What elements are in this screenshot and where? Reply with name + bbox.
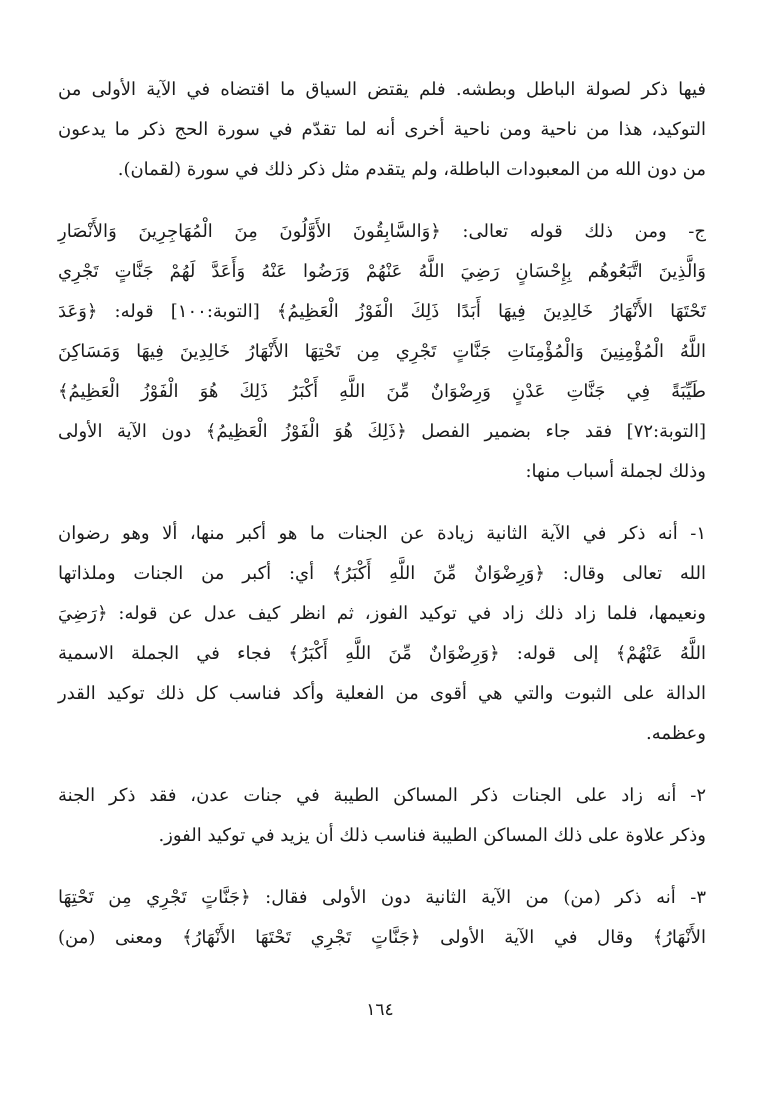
text-line: فيها ذكر لصولة الباطل وبطشه. فلم يقتض السياق ما اقتضاه في الآية الأولى من (58, 79, 706, 100)
text-line: وذكر علاوة على ذلك المساكن الطيبة فناسب ذلك أن يزيد في توكيد الفوز. (158, 825, 706, 846)
text-line: ج- ومن ذلك قوله تعالى: ﴿وَالسَّابِقُونَ الأَوَّلُونَ مِنَ الْمُهَاجِرِينَ وَالأَنْصَارِ (58, 221, 706, 242)
text-line: الله تعالى وقال: ﴿وَرِضْوَانٌ مِّنَ اللَّهِ أَكْبَرُ﴾ أي: أكبر من الجنات وملذاتها (58, 563, 706, 584)
paragraph-intro (58, 70, 706, 190)
page-number: ١٦٤ (366, 1000, 394, 1020)
page-body (58, 70, 706, 980)
text-line: [التوبة:٧٢] فقد جاء بضمير الفصل ﴿ذَلِكَ هُوَ الْفَوْزُ الْعَظِيمُ﴾ دون الآية الأولى (58, 421, 706, 442)
text-line: تَحْتَهَا الأَنْهَارُ خَالِدِينَ فِيهَا أَبَدًا ذَلِكَ الْفَوْزُ الْعَظِيمُ﴾ [التوبة:١٠٠] قوله: ﴿وَعَدَ (58, 301, 706, 322)
text-line: الأَنْهَارُ﴾ وقال في الآية الأولى ﴿جَنَّاتٍ تَجْرِي تَحْتَهَا الأَنْهَارُ﴾ ومعنى (من) (58, 927, 706, 948)
text-line: وعظمه. (646, 723, 706, 744)
text-line: الدالة على الثبوت والتي هي أقوى من الفعلية وأكد فناسب كل ذلك توكيد القدر (58, 683, 706, 704)
text-line: ٣- أنه ذكر (من) من الآية الثانية دون الأولى فقال: ﴿جَنَّاتٍ تَجْرِي مِن تَحْتِهَا (58, 887, 706, 908)
text-line: التوكيد، هذا من ناحية ومن ناحية أخرى أنه لما تقدّم في سورة الحج ذكر ما يدعون (58, 119, 706, 140)
paragraph-reason-3 (58, 878, 706, 958)
text-line: ١- أنه ذكر في الآية الثانية زيادة عن الجنات ما هو أكبر منها، ألا وهو رضوان (58, 523, 706, 544)
paragraph-example-jim (58, 212, 706, 492)
text-line: وذلك لجملة أسباب منها: (525, 461, 706, 482)
text-line: من دون الله من المعبودات الباطلة، ولم يتقدم مثل ذكر ذلك في سورة (لقمان). (117, 159, 706, 180)
text-line: اللَّهُ الْمُؤْمِنِينَ وَالْمُؤْمِنَاتِ جَنَّاتٍ تَجْرِي مِن تَحْتِهَا الأَنْهَارُ خَالِدِينَ فِيهَا وَمَسَاكِنَ (58, 341, 706, 362)
text-line: وَالَّذِينَ اتَّبَعُوهُم بِإِحْسَانٍ رَضِيَ اللَّهُ عَنْهُمْ وَرَضُوا عَنْهُ وَأَعَدَّ لَهُمْ جَنَّاتٍ تَجْرِي (58, 261, 706, 282)
text-line: ٢- أنه زاد على الجنات ذكر المساكن الطيبة في جنات عدن، فقد ذكر الجنة (58, 785, 706, 806)
paragraph-reason-2 (58, 776, 706, 856)
paragraph-reason-1 (58, 514, 706, 754)
text-line: طَيِّبَةً فِي جَنَّاتِ عَدْنٍ وَرِضْوَانٌ مِّنَ اللَّهِ أَكْبَرُ ذَلِكَ هُوَ الْفَوْزُ الْعَظِيمُ﴾ (58, 381, 706, 402)
text-line: ونعيمها، فلما زاد ذلك زاد في توكيد الفوز، ثم انظر كيف عدل عن قوله: ﴿رَضِيَ (58, 603, 706, 624)
text-line: اللَّهُ عَنْهُمْ﴾ إلى قوله: ﴿وَرِضْوَانٌ مِّنَ اللَّهِ أَكْبَرُ﴾ فجاء في الجملة الاسمية (58, 643, 706, 664)
